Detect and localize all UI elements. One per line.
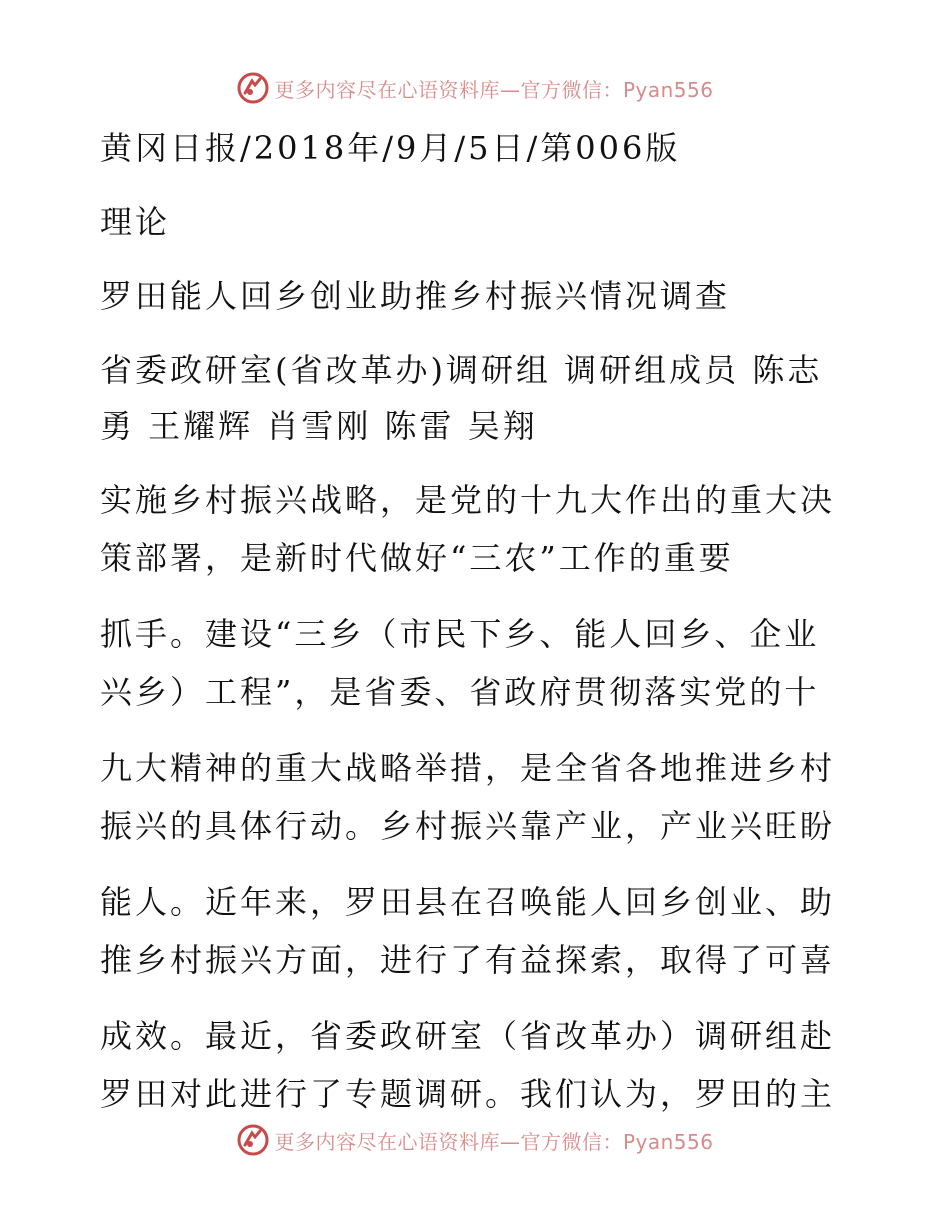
body-line: 实施乡村振兴战略，是党的十九大作出的重大决 bbox=[100, 481, 836, 519]
body-line: 能人。近年来，罗田县在召唤能人回乡创业、助 bbox=[100, 883, 836, 921]
watermark-text: 更多内容尽在心语资料库—官方微信：Pyan556 bbox=[274, 1129, 714, 1154]
watermark-text: 更多内容尽在心语资料库—官方微信：Pyan556 bbox=[274, 77, 714, 102]
body-line: 成效。最近，省委政研室（省改革办）调研组赴 bbox=[100, 1017, 836, 1055]
body-line: 罗田对此进行了专题调研。我们认为，罗田的主 bbox=[100, 1075, 836, 1113]
body-line: 兴乡）工程”，是省委、省政府贯彻落实党的十 bbox=[100, 673, 820, 711]
red-seal-icon bbox=[236, 71, 270, 105]
body-line: 策部署，是新时代做好“三农”工作的重要 bbox=[100, 539, 734, 577]
watermark-footer bbox=[0, 1118, 950, 1162]
body-line: 九大精神的重大战略举措，是全省各地推进乡村 bbox=[100, 749, 836, 787]
article-byline-line: 勇 王耀辉 肖雪刚 陈雷 吴翔 bbox=[100, 407, 538, 445]
body-line: 推乡村振兴方面，进行了有益探索，取得了可喜 bbox=[100, 941, 836, 979]
article-section: 理论 bbox=[100, 203, 171, 241]
article-title: 罗田能人回乡创业助推乡村振兴情况调查 bbox=[100, 277, 731, 315]
body-line: 振兴的具体行动。乡村振兴靠产业，产业兴旺盼 bbox=[100, 807, 836, 845]
article-byline-line: 省委政研室(省改革办)调研组 调研组成员 陈志 bbox=[100, 351, 823, 389]
body-line: 抓手。建设“三乡（市民下乡、能人回乡、企业 bbox=[100, 615, 820, 653]
red-seal-icon bbox=[236, 1123, 270, 1157]
article-source: 黄冈日报/2018年/9月/5日/第006版 bbox=[100, 129, 681, 167]
watermark-header bbox=[0, 66, 950, 110]
